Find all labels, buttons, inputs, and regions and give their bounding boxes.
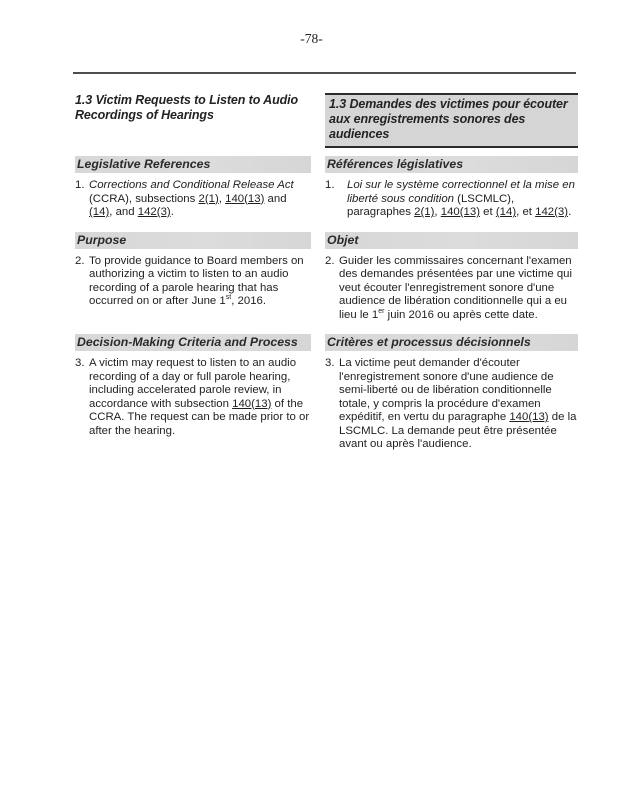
list-item [75, 357, 311, 438]
legal-reference-link[interactable]: 2(1) [414, 206, 435, 218]
body-text: . [170, 206, 174, 218]
section-heading-en-3: Decision-Making Criteria and Process [75, 334, 311, 351]
section-heading-fr-1: Références législatives [325, 156, 578, 173]
list-item [325, 255, 578, 323]
section-title-fr: 1.3 Demandes des victimes pour écouter aux enregistrements sonores des audiences [325, 93, 578, 148]
section-body-fr-2 [325, 255, 578, 323]
legal-reference-link[interactable]: 140(13) [232, 397, 272, 410]
body-text: , [434, 206, 441, 218]
section-body-en-3 [75, 357, 311, 438]
body-text: , 2016. [231, 295, 267, 307]
list-item [75, 179, 311, 220]
header-rule [73, 72, 576, 74]
section-body-fr-3 [325, 357, 578, 452]
section-body-en-1 [75, 179, 311, 220]
legal-reference-link[interactable]: (14) [495, 206, 517, 218]
list-item [325, 179, 578, 220]
item-number: 3. [75, 357, 85, 369]
section-body-fr-1 [325, 179, 578, 220]
document-columns [75, 93, 578, 452]
item-number: 3. [325, 357, 335, 369]
item-number: 2. [75, 254, 85, 267]
body-text: Guider les commissaires concernant l'examen des demandes présentées par une victime qui veut écouter l'enregistrement sonore d'une audience de libération conditionnelle qui a eu lieu le 1 [339, 254, 573, 321]
body-text: juin 2016 ou après cette date. [384, 308, 538, 321]
body-text: , [218, 192, 226, 205]
item-number: 1. [75, 179, 85, 191]
body-text: et [480, 206, 496, 218]
legal-reference-link[interactable]: 142(3) [137, 206, 171, 218]
section-heading-fr-2: Objet [325, 232, 578, 249]
section-heading-fr-3: Critères et processus décisionnels [325, 334, 578, 351]
body-text: de la LSCMLC. La demande peut être présentée avant ou après l'audience. [339, 411, 577, 450]
list-item [75, 255, 311, 309]
item-number: 2. [325, 254, 335, 267]
section-heading-en-2: Purpose [75, 232, 311, 249]
ordinal-superscript: er [378, 307, 385, 315]
body-text: To provide guidance to Board members on authorizing a victim to listen to an audio recording of a parole hearing that has occurred on or after June 1 [89, 254, 304, 307]
body-text: and [264, 192, 287, 205]
section-heading-en-1: Legislative References [75, 156, 311, 173]
legal-reference-link[interactable]: 140(13) [225, 192, 265, 205]
legal-reference-link[interactable]: 140(13) [440, 206, 481, 218]
legal-reference-link[interactable]: 140(13) [509, 411, 549, 423]
item-number: 1. [325, 179, 335, 191]
body-text: La victime peut demander d'écouter l'enregistrement sonore d'une audience de semi-liberté ou de libération conditionnelle totale, y compris la procédure d'examen expéditif, en vertu du paragraphe [339, 357, 554, 423]
body-text: of the CCRA. The request can be made prior to or after the hearing. [89, 397, 310, 437]
act-title-italic: Corrections and Conditional Release Act [89, 179, 294, 191]
body-text: (CCRA), subsections [89, 192, 199, 205]
body-text: , et [516, 206, 536, 218]
legal-reference-link[interactable]: 142(3) [535, 206, 569, 218]
body-text: , and [109, 206, 138, 218]
page-number: -78- [300, 31, 323, 46]
list-item [325, 357, 578, 452]
body-text: . [568, 206, 572, 218]
body-text: (LSCMLC), paragraphes [347, 192, 515, 218]
body-text: A victim may request to listen to an audio recording of a day or full parole hearing, including accelerated parole review, in accordance with subsection [89, 357, 297, 410]
legal-reference-link[interactable]: 2(1) [198, 192, 219, 205]
legal-reference-link[interactable]: (14) [89, 206, 110, 218]
ordinal-superscript: st [225, 294, 232, 302]
section-title-en: 1.3 Victim Requests to Listen to Audio Recordings of Hearings [75, 93, 299, 122]
act-title-italic: Loi sur le système correctionnel et la mise en liberté sous condition [347, 179, 575, 205]
section-body-en-2 [75, 255, 311, 309]
